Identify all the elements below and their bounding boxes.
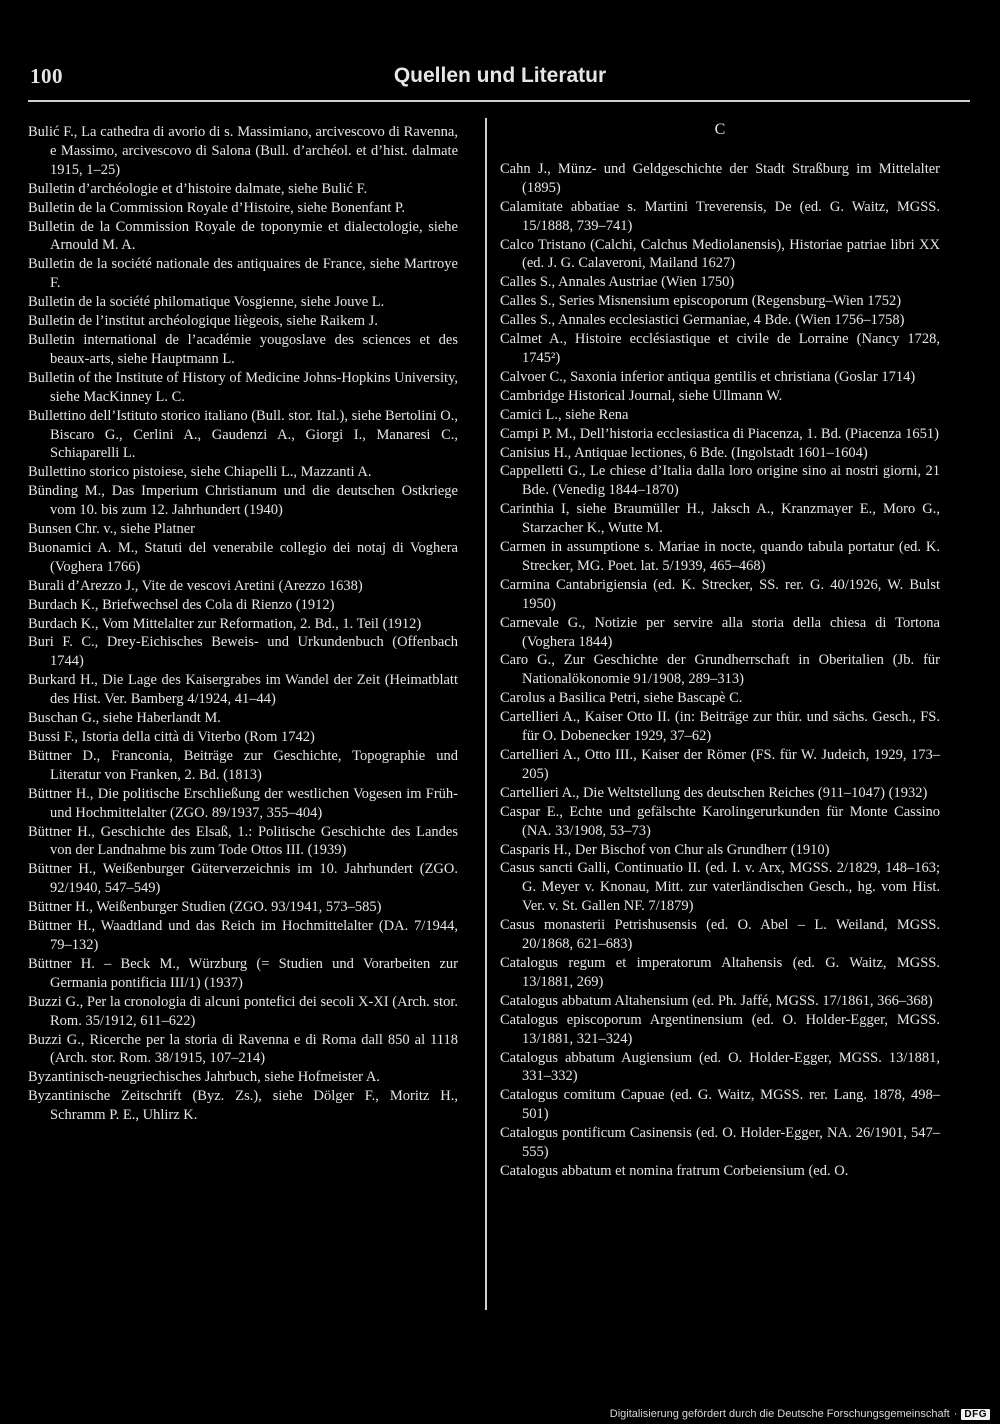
bibliography-entry: Bulletin de l’institut archéologique liègeois, siehe Raikem J. — [28, 313, 378, 330]
bibliography-entry: Buschan G., siehe Haberlandt M. — [28, 710, 221, 727]
bibliography-entry: Casus monasterii Petrishusensis (ed. O. Abel – L. Weiland, MGSS. 20/1868, 621–683) — [500, 917, 940, 953]
bibliography-entry: Buri F. C., Drey-Eichisches Beweis- und Urkundenbuch (Offenbach 1744) — [28, 634, 458, 670]
bibliography-entry: Büttner H., Waadtland und das Reich im Hochmittelalter (DA. 7/1944, 79–132) — [28, 918, 458, 953]
bibliography-entry: Burali d’Arezzo J., Vite de vescovi Aretini (Arezzo 1638) — [28, 577, 363, 594]
bibliography-entry: Catalogus abbatum Augiensium (ed. O. Holder-Egger, MGSS. 13/1881, 331–332) — [500, 1049, 940, 1085]
bibliography-entry: Bullettino storico pistoiese, siehe Chiapelli L., Mazzanti A. — [28, 464, 372, 481]
bibliography-left-column — [28, 123, 458, 1125]
bibliography-entry: Burdach K., Vom Mittelalter zur Reformation, 2. Bd., 1. Teil (1912) — [28, 615, 422, 632]
bibliography-entry: Burdach K., Briefwechsel des Cola di Rienzo (1912) — [28, 596, 335, 613]
bibliography-entry: Catalogus abbatum Altahensium (ed. Ph. Jaffé, MGSS. 17/1861, 366–368) — [500, 992, 933, 1009]
bibliography-entry: Bünding M., Das Imperium Christianum und die deutschen Ostkriege vom 10. bis zum 12. Jahrhundert (1940) — [28, 483, 458, 519]
bibliography-entry: Calvoer C., Saxonia inferior antiqua gentilis et christiana (Goslar 1714) — [500, 368, 916, 385]
bibliography-entry: Catalogus episcoporum Argentinensium (ed. O. Holder-Egger, MGSS. 13/1881, 321–324) — [500, 1011, 940, 1047]
page-header — [30, 64, 970, 94]
bibliography-entry: Carmen in assumptione s. Mariae in nocte, quando tabula portatur (ed. K. Strecker, MG. Poet. lat. 5/1939, 465–468) — [500, 539, 940, 574]
footer-text: Digitalisierung gefördert durch die Deutsche Forschungsgemeinschaft — [609, 1408, 950, 1420]
bibliography-entry: Büttner H., Weißenburger Güterverzeichnis im 10. Jahrhundert (ZGO. 92/1940, 547–549) — [28, 861, 458, 897]
bibliography-entry: Cambridge Historical Journal, siehe Ullmann W. — [500, 387, 783, 404]
dfg-logo: DFG — [961, 1409, 990, 1420]
bibliography-entry: Buzzi G., Per la cronologia di alcuni pontefici dei secoli X-XI (Arch. stor. Rom. 35/1912, 611–622) — [28, 993, 458, 1029]
footer-credit — [610, 1408, 990, 1420]
bibliography-entry: Büttner H., Geschichte des Elsaß, 1.: Politische Geschichte des Landes von der Landnahme bis zum Tode Ottos III. (1939) — [28, 823, 458, 859]
bibliography-entry: Casus sancti Galli, Continuatio II. (ed. I. v. Arx, MGSS. 2/1829, 148–163; G. Meyer v. Knonau, Mitt. zur vaterländischen Gesch., hg. vom Hist. Ver. v. St. Gallen NF. 7/1879) — [500, 860, 940, 915]
bibliography-entry: Büttner H., Die politische Erschließung der westlichen Vogesen im Früh- und Hochmittelalter (ZGO. 89/1937, 355–404) — [28, 785, 458, 821]
bibliography-entry: Bulletin de la société nationale des antiquaires de France, siehe Martroye F. — [28, 256, 458, 292]
bibliography-entry: Carmina Cantabrigiensia (ed. K. Strecker, SS. rer. G. 40/1926, W. Bulst 1950) — [500, 576, 940, 612]
bibliography-entry: Bunsen Chr. v., siehe Platner — [28, 521, 195, 538]
bibliography-entry: Catalogus abbatum et nomina fratrum Corbeiensium (ed. O. — [500, 1162, 849, 1179]
bibliography-entry: Bulletin international de l’académie yougoslave des sciences et des beaux-arts, siehe Hauptmann L. — [28, 331, 458, 367]
bibliography-entry: Catalogus regum et imperatorum Altahensis (ed. G. Waitz, MGSS. 13/1881, 269) — [500, 954, 940, 990]
bibliography-entry: Burkard H., Die Lage des Kaisergrabes im Wandel der Zeit (Heimatblatt des Hist. Ver. Bamberg 4/1924, 41–44) — [28, 672, 458, 708]
bibliography-entry: Buonamici A. M., Statuti del venerabile collegio dei notaj di Voghera (Voghera 1766) — [28, 539, 458, 575]
bibliography-right-column — [500, 121, 940, 1181]
header-rule — [28, 100, 970, 102]
bibliography-entry: Cartellieri A., Die Weltstellung des deutschen Reiches (911–1047) (1932) — [500, 784, 928, 801]
bibliography-entry: Bulletin de la société philomatique Vosgienne, siehe Jouve L. — [28, 294, 385, 311]
running-title: Quellen und Literatur — [393, 64, 607, 87]
section-letter-heading: C — [714, 121, 726, 138]
bibliography-entry: Carinthia I, siehe Braumüller H., Jaksch A., Kranzmayer E., Moro G., Starzacher K., Wutte M. — [500, 501, 940, 537]
bibliography-entry: Campi P. M., Dell’historia ecclesiastica di Piacenza, 1. Bd. (Piacenza 1651) — [500, 425, 939, 442]
bibliography-entry: Bussi F., Istoria della città di Viterbo (Rom 1742) — [28, 729, 315, 745]
bibliography-entry: Canisius H., Antiquae lectiones, 6 Bde. (Ingolstadt 1601–1604) — [500, 444, 868, 461]
bibliography-entry: Bulletin de la Commission Royale de toponymie et dialectologie, siehe Arnould M. A. — [28, 218, 458, 254]
bibliography-entry: Calamitate abbatiae s. Martini Treverensis, De (ed. G. Waitz, MGSS. 15/1888, 739–741) — [500, 198, 940, 234]
bibliography-entry: Carnevale G., Notizie per servire alla storia della chiesa di Tortona (Voghera 1844) — [500, 614, 940, 650]
bibliography-entry: Cahn J., Münz- und Geldgeschichte der Stadt Straßburg im Mittelalter (1895) — [500, 160, 940, 196]
bibliography-entry: Camici L., siehe Rena — [500, 406, 629, 423]
page-number: 100 — [30, 64, 63, 88]
bibliography-entry: Casparis H., Der Bischof von Chur als Grundherr (1910) — [500, 841, 830, 858]
bibliography-entry: Cartellieri A., Otto III., Kaiser der Römer (FS. für W. Judeich, 1929, 173–205) — [500, 747, 940, 782]
bibliography-entry: Bulletin d’archéologie et d’histoire dalmate, siehe Bulić F. — [28, 180, 368, 197]
bibliography-entry: Bulić F., La cathedra di avorio di s. Massimiano, arcivescovo di Ravenna, e Massimo, arcivescovo di Salona (Bull. d’archéol. et d’hist. dalmate 1915, 1–25) — [28, 124, 458, 178]
bibliography-entry: Catalogus comitum Capuae (ed. G. Waitz, MGSS. rer. Lang. 1878, 498–501) — [500, 1087, 940, 1123]
bibliography-entry: Büttner H. – Beck M., Würzburg (= Studien und Vorarbeiten zur Germania pontificia III/1) (1937) — [28, 955, 458, 991]
bibliography-right-list — [500, 160, 940, 1181]
bibliography-entry: Bullettino dell’Istituto storico italiano (Bull. stor. Ital.), siehe Bertolini O., Biscaro G., Cerlini A., Gaudenzi A., Giorgi I., Manaresi C., Schiaparelli L. — [28, 407, 458, 462]
column-divider — [485, 118, 487, 1310]
bibliography-entry: Calles S., Annales Austriae (Wien 1750) — [500, 274, 735, 291]
bibliography-entry: Büttner H., Weißenburger Studien (ZGO. 93/1941, 573–585) — [28, 899, 382, 916]
bibliography-entry: Carolus a Basilica Petri, siehe Bascapè C. — [500, 690, 743, 707]
bibliography-entry: Caro G., Zur Geschichte der Grundherrschaft in Oberitalien (Jb. für Nationalökonomie 91/1908, 289–313) — [500, 652, 940, 688]
bibliography-entry: Büttner D., Franconia, Beiträge zur Geschichte, Topographie und Literatur von Franken, 2. Bd. (1813) — [28, 747, 458, 783]
bibliography-entry: Calles S., Annales ecclesiastici Germaniae, 4 Bde. (Wien 1756–1758) — [500, 312, 905, 329]
bibliography-entry: Cartellieri A., Kaiser Otto II. (in: Beiträge zur thür. und sächs. Gesch., FS. für O. Dobenecker 1929, 37–62) — [500, 709, 940, 745]
bibliography-entry: Cappelletti G., Le chiese d’Italia dalla loro origine sino ai nostri giorni, 21 Bde. (Venedig 1844–1870) — [500, 463, 940, 499]
bibliography-entry: Caspar E., Echte und gefälschte Karolingerurkunden für Monte Cassino (NA. 33/1908, 53–73) — [500, 803, 940, 839]
bibliography-entry: Byzantinische Zeitschrift (Byz. Zs.), siehe Dölger F., Moritz H., Schramm P. E., Uhlirz K. — [28, 1088, 458, 1124]
bibliography-entry: Calco Tristano (Calchi, Calchus Mediolanensis), Historiae patriae libri XX (ed. J. G. Calaveroni, Mailand 1627) — [500, 236, 940, 272]
bibliography-entry: Calles S., Series Misnensium episcoporum (Regensburg–Wien 1752) — [500, 293, 902, 310]
bibliography-entry: Calmet A., Histoire ecclésiastique et civile de Lorraine (Nancy 1728, 1745²) — [500, 331, 940, 366]
bibliography-entry: Catalogus pontificum Casinensis (ed. O. Holder-Egger, NA. 26/1901, 547–555) — [500, 1125, 940, 1161]
bibliography-entry: Bulletin de la Commission Royale d’Histoire, siehe Bonenfant P. — [28, 199, 405, 216]
bibliography-entry: Buzzi G., Ricerche per la storia di Ravenna e di Roma dall 850 al 1118 (Arch. stor. Rom. 38/1915, 107–214) — [28, 1031, 458, 1067]
footer-separator-dot: · — [953, 1408, 958, 1420]
bibliography-entry: Byzantinisch-neugriechisches Jahrbuch, siehe Hofmeister A. — [28, 1069, 380, 1086]
bibliography-entry: Bulletin of the Institute of History of Medicine Johns-Hopkins University, siehe MacKinney L. C. — [28, 369, 458, 405]
